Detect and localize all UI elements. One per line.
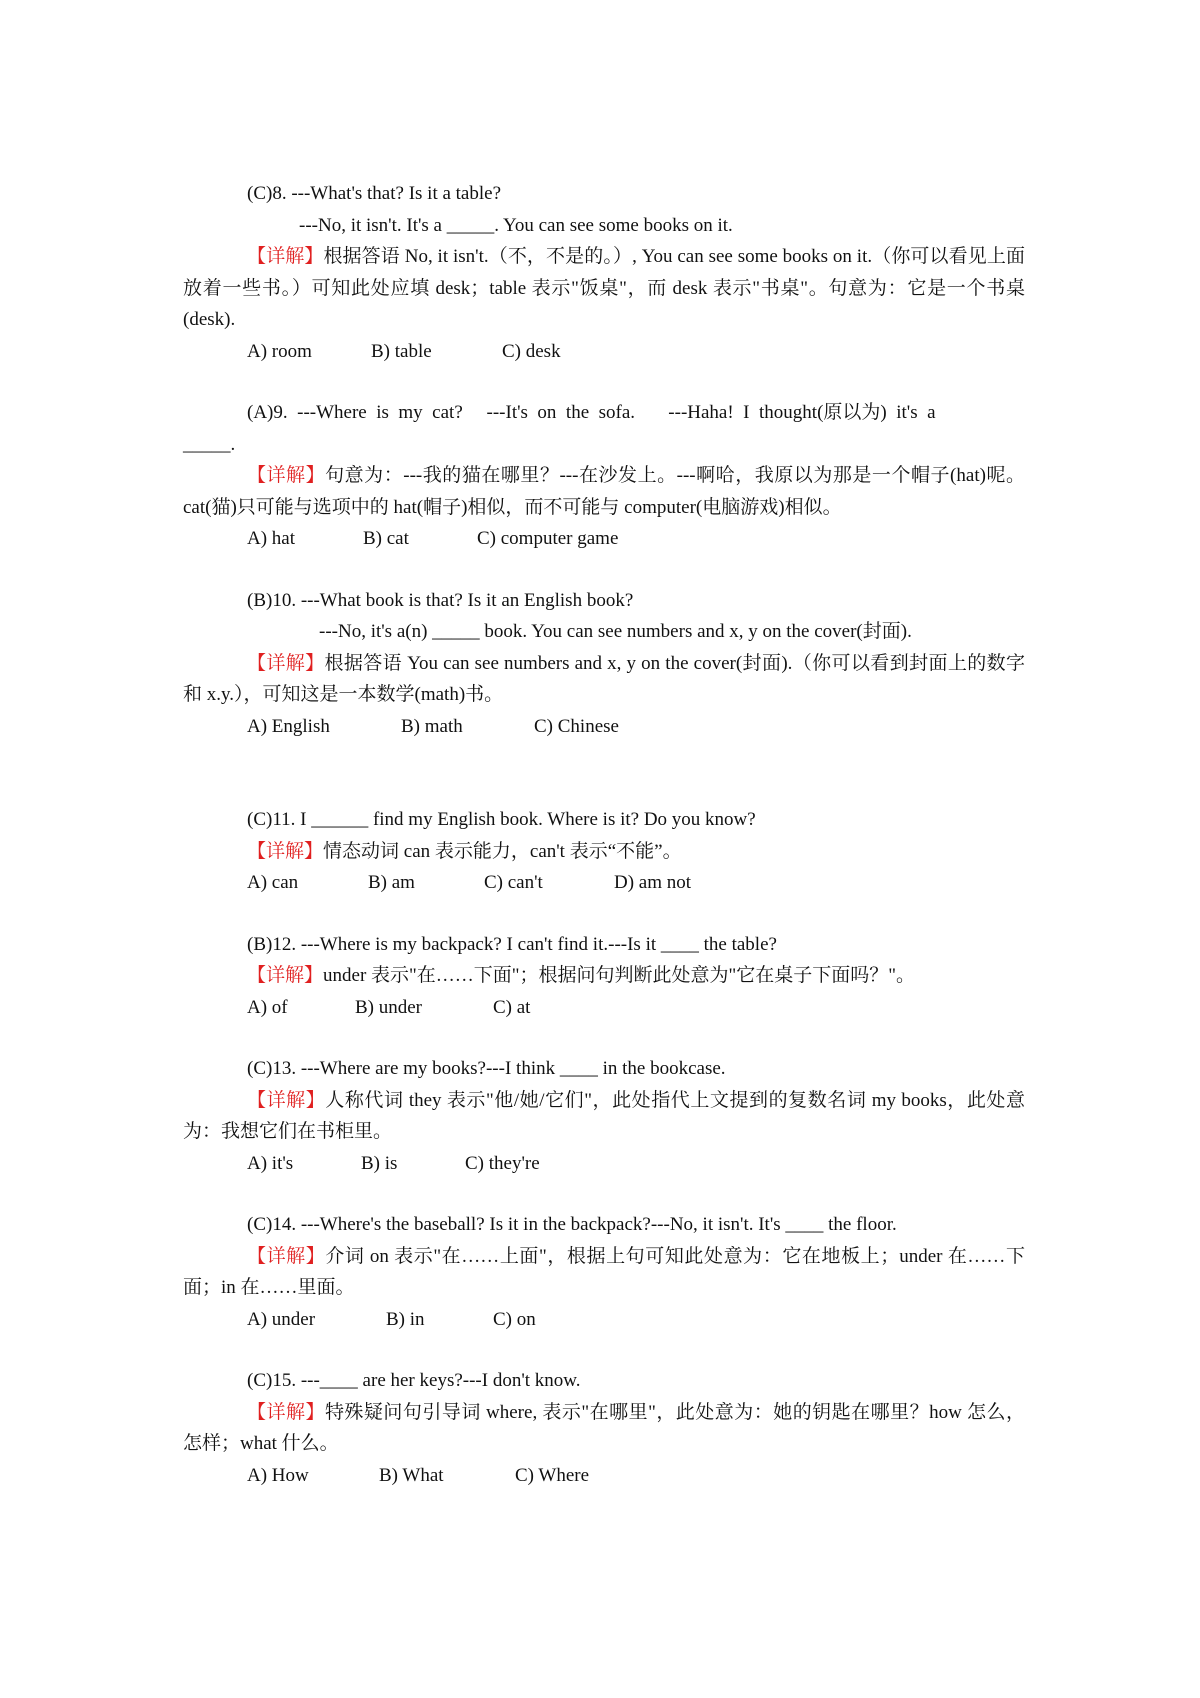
option-a: A) English	[247, 715, 330, 737]
question-stem: (B)10. ---What book is that? Is it an English book?	[247, 589, 634, 611]
question-stem: (A)9. ---Where is my cat? ---It's on the sofa. ---Haha! I thought(原以为) it's a	[247, 402, 936, 423]
explanation-tag: 【详解】	[247, 1245, 326, 1267]
explanation-tag: 【详解】	[247, 465, 326, 486]
option-a: A) of	[247, 996, 288, 1018]
option-c: C) they're	[465, 1152, 540, 1174]
option-b: B) is	[361, 1152, 398, 1174]
question-stem: (C)13. ---Where are my books?---I think ____ in the bookcase.	[247, 1058, 726, 1079]
option-a: A) can	[247, 872, 299, 893]
question-15	[183, 1365, 1025, 1491]
answer-options	[183, 1148, 1025, 1180]
option-c: C) can't	[484, 872, 543, 893]
question-8	[183, 178, 1025, 367]
explanation	[183, 1241, 1025, 1304]
explanation	[183, 460, 1025, 523]
question-stem-continued: _____.	[183, 433, 236, 455]
option-a: A) under	[247, 1308, 316, 1330]
option-a: A) room	[247, 340, 312, 362]
question-11	[183, 804, 1025, 899]
option-a: A) it's	[247, 1152, 294, 1174]
question-9	[183, 397, 1025, 555]
explanation-text: 介词 on 表示"在……上面"，根据上句可知此处意为：它在地板上；under 在……下面；in 在……里面。	[183, 1245, 1025, 1298]
option-c: C) Where	[515, 1464, 590, 1486]
answer-options	[183, 992, 1025, 1024]
explanation-tag: 【详解】	[247, 1401, 325, 1423]
option-a: A) How	[247, 1464, 309, 1486]
explanation	[183, 1397, 1025, 1460]
question-14	[183, 1209, 1025, 1335]
explanation	[183, 960, 1025, 992]
option-d: D) am not	[614, 872, 692, 893]
explanation-tag: 【详解】	[247, 1089, 326, 1111]
answer-options	[183, 336, 1025, 368]
explanation-text: 根据答语 You can see numbers and x, y on the cover(封面).（你可以看到封面上的数字和 x.y.），可知这是一本数学(math)书。	[183, 652, 1025, 705]
question-12	[183, 929, 1025, 1024]
explanation-text: 句意为：---我的猫在哪里？---在沙发上。---啊哈，我原以为那是一个帽子(hat)呢。cat(猫)只可能与选项中的 hat(帽子)相似，而不可能与 computer(电脑游戏)相似。	[183, 465, 1025, 518]
explanation	[183, 1085, 1025, 1148]
question-stem-continued: ---No, it's a(n) _____ book. You can see numbers and x, y on the cover(封面).	[319, 621, 912, 642]
option-c: C) desk	[502, 340, 561, 362]
explanation	[183, 648, 1025, 711]
option-b: B) table	[371, 340, 432, 362]
option-b: B) in	[386, 1308, 425, 1330]
question-stem: (C)11. I ______ find my English book. Where is it? Do you know?	[247, 809, 756, 830]
document-page	[183, 178, 1025, 1491]
option-c: C) on	[493, 1308, 536, 1330]
explanation-tag: 【详解】	[247, 246, 324, 267]
explanation-tag: 【详解】	[247, 840, 324, 862]
option-c: C) at	[493, 996, 531, 1018]
question-stem-continued: ---No, it isn't. It's a _____. You can see some books on it.	[299, 214, 733, 236]
explanation-text: 根据答语 No, it isn't.（不，不是的。）, You can see some books on it.（你可以看见上面放着一些书。）可知此处应填 desk；table 表示"饭桌"，而 desk 表示"书桌"。句意为：它是一个书桌(desk).	[183, 246, 1025, 330]
answer-options	[183, 867, 1025, 899]
option-b: B) under	[355, 996, 423, 1018]
option-a: A) hat	[247, 528, 296, 549]
answer-options	[183, 523, 1025, 555]
question-stem: (C)8. ---What's that? Is it a table?	[247, 183, 502, 204]
question-stem: (C)14. ---Where's the baseball? Is it in the backpack?---No, it isn't. It's ____ the floor.	[247, 1214, 897, 1235]
answer-options	[183, 711, 1025, 743]
option-b: B) math	[401, 715, 463, 737]
explanation-tag: 【详解】	[247, 652, 325, 674]
question-13	[183, 1053, 1025, 1179]
answer-options	[183, 1460, 1025, 1492]
option-c: C) Chinese	[534, 715, 619, 737]
option-b: B) cat	[363, 528, 409, 549]
explanation-tag: 【详解】	[247, 965, 324, 986]
option-b: B) am	[368, 872, 415, 893]
explanation-text: 情态动词 can 表示能力，can't 表示“不能”。	[323, 840, 682, 862]
explanation	[183, 836, 1025, 868]
explanation	[183, 241, 1025, 336]
explanation-text: 特殊疑问句引导词 where, 表示"在哪里"，此处意为：她的钥匙在哪里？how 怎么，怎样；what 什么。	[183, 1401, 1025, 1454]
explanation-text: 人称代词 they 表示"他/她/它们"，此处指代上文提到的复数名词 my books，此处意为：我想它们在书柜里。	[183, 1089, 1025, 1142]
explanation-text: under 表示"在……下面"；根据问句判断此处意为"它在桌子下面吗？"。	[323, 965, 916, 986]
answer-options	[183, 1304, 1025, 1336]
option-c: C) computer game	[477, 528, 619, 549]
question-10	[183, 585, 1025, 743]
option-b: B) What	[379, 1464, 444, 1486]
question-stem: (B)12. ---Where is my backpack? I can't find it.---Is it ____ the table?	[247, 933, 777, 955]
question-stem: (C)15. ---____ are her keys?---I don't know.	[247, 1370, 581, 1391]
